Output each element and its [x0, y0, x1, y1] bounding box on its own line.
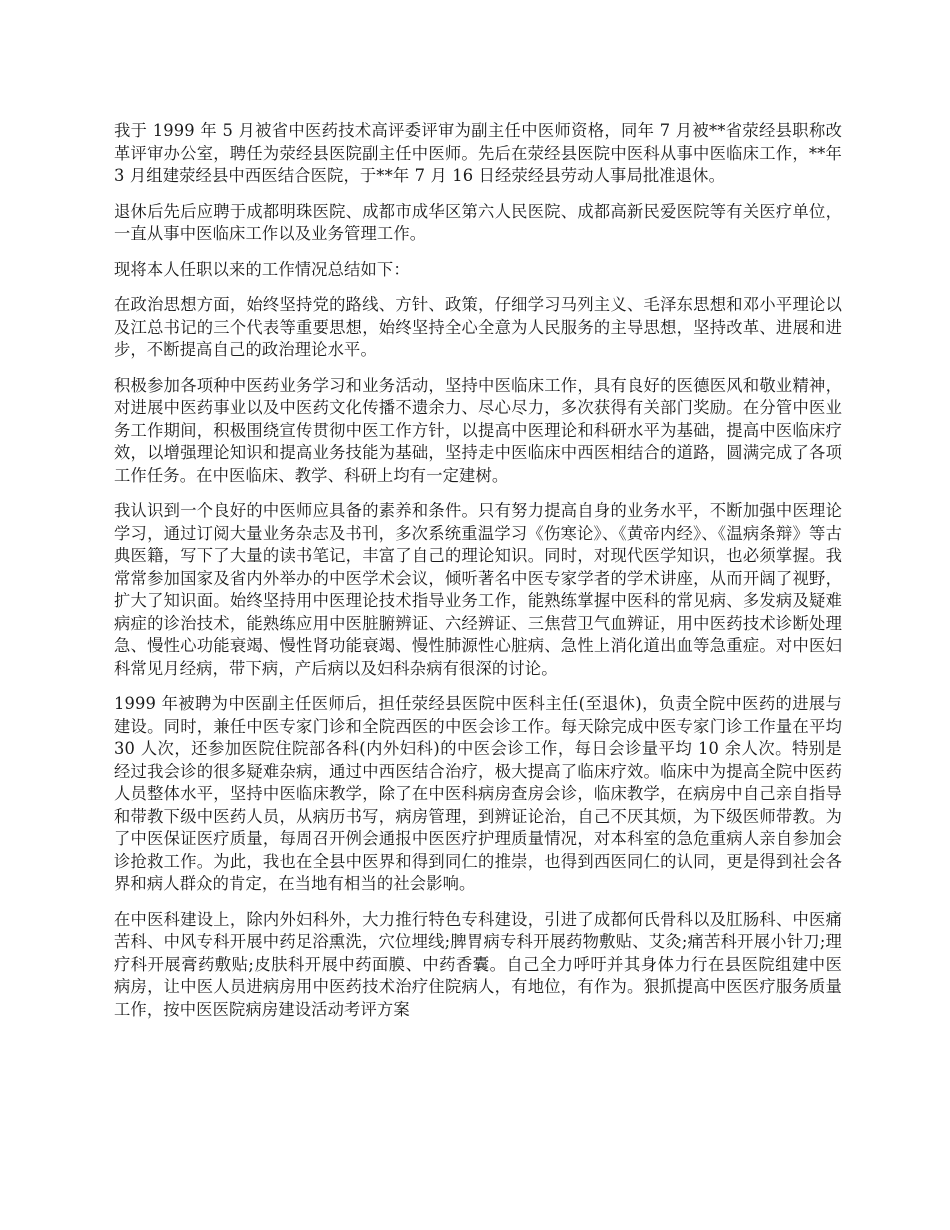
paragraph-professional-study: 我认识到一个良好的中医师应具备的素养和条件。只有努力提高自身的业务水平，不断加强中医理论学习，通过订阅大量业务杂志及书刊，多次系统重温学习《伤寒论》、《黄帝内经》、《温病条辩》等古典医籍，写下了大量的读书笔记，丰富了自己的理论知识。同时，对现代医学知识，也必须掌握。我常常参加国家及省内外举办的中医学术会议，倾听著名中医专家学者的学术讲座，从而开阔了视野，扩大了知识面。始终坚持用中医理论技术指导业务工作，能熟练掌握中医科的常见病、多发病及疑难病症的诊治技术，能熟练应用中医脏腑辨证、六经辨证、三焦营卫气血辨证，用中医药技术诊断处理急、慢性心功能衰竭、慢性肾功能衰竭、慢性肺源性心脏病、急性上消化道出血等急重症。对中医妇科常见月经病，带下病，产后病以及妇科杂病有很深的讨论。 [114, 501, 842, 678]
document-body [114, 120, 842, 1034]
paragraph-department-construction: 在中医科建设上，除内外妇科外，大力推行特色专科建设，引进了成都何氏骨科以及肛肠科、中医痛苦科、中风专科开展中药足浴熏洗，穴位埋线;脾胃病专科开展药物敷贴、艾灸;痛苦科开展小针刀;理疗科开展膏药敷贴;皮肤科开展中药面膜、中药香囊。自己全力呼吁并其身体力行在县医院组建中医病房，让中医人员进病房用中医药技术治疗住院病人，有地位，有作为。狠抓提高中医医疗服务质量工作，按中医医院病房建设活动考评方案 [114, 909, 842, 1019]
paragraph-business-activities: 积极参加各项种中医药业务学习和业务活动，坚持中医临床工作，具有良好的医德医风和敬业精神，对进展中医药事业以及中医药文化传播不遗余力、尽心尽力，多次获得有关部门奖励。在分管中医业务工作期间，积极围绕宣传贯彻中医工作方针，以提高中医理论和科研水平为基础，提高中医临床疗效，以增强理论知识和提高业务技能为基础，坚持走中医临床中西医相结合的道路，圆满完成了各项工作任务。在中医临床、教学、科研上均有一定建树。 [114, 375, 842, 485]
paragraph-summary-intro: 现将本人任职以来的工作情况总结如下： [114, 259, 410, 279]
paragraph-department-director: 1999 年被聘为中医副主任医师后，担任荥经县医院中医科主任(至退休)，负责全院中医药的进展与建设。同时，兼任中医专家门诊和全院西医的中医会诊工作。每天除完成中医专家门诊工作量在平均 30 人次，还参加医院住院部各科(内外妇科)的中医会诊工作，每日会诊量平均 10 余人次。特别是经过我会诊的很多疑难杂病，通过中西医结合治疗，极大提高了临床疗效。临床中为提高全院中医药人员整体水平，坚持中医临床教学，除了在中医科病房查房会诊，临床教学，在病房中自己亲自指导和带教下级中医药人员，从病历书写，病房管理，到辨证论治，自己不厌其烦，为下级医师带教。为了中医保证医疗质量，每周召开例会通报中医医疗护理质量情况，对本科室的急危重病人亲自参加会诊抢救工作。为此，我也在全县中医界和得到同仁的推崇，也得到西医同仁的认同，更是得到社会各界和病人群众的肯定，在当地有相当的社会影响。 [114, 694, 842, 893]
paragraph-retirement: 退休后先后应聘于成都明珠医院、成都市成华区第六人民医院、成都高新民爱医院等有关医疗单位，一直从事中医临床工作以及业务管理工作。 [114, 201, 842, 243]
paragraph-appointment: 我于 1999 年 5 月被省中医药技术高评委评审为副主任中医师资格，同年 7 月被**省荥经县职称改革评审办公室，聘任为荥经县医院副主任中医师。先后在荥经县医院中医科从事中医临床工作，**年 3 月组建荥经县中西医结合医院，于**年 7 月 16 日经荥经县劳动人事局批准退休。 [114, 121, 842, 185]
paragraph-political-thought: 在政治思想方面，始终坚持党的路线、方针、政策，仔细学习马列主义、毛泽东思想和邓小平理论以及江总书记的三个代表等重要思想，始终坚持全心全意为人民服务的主导思想，坚持改革、进展和进步，不断提高自己的政治理论水平。 [114, 295, 842, 359]
